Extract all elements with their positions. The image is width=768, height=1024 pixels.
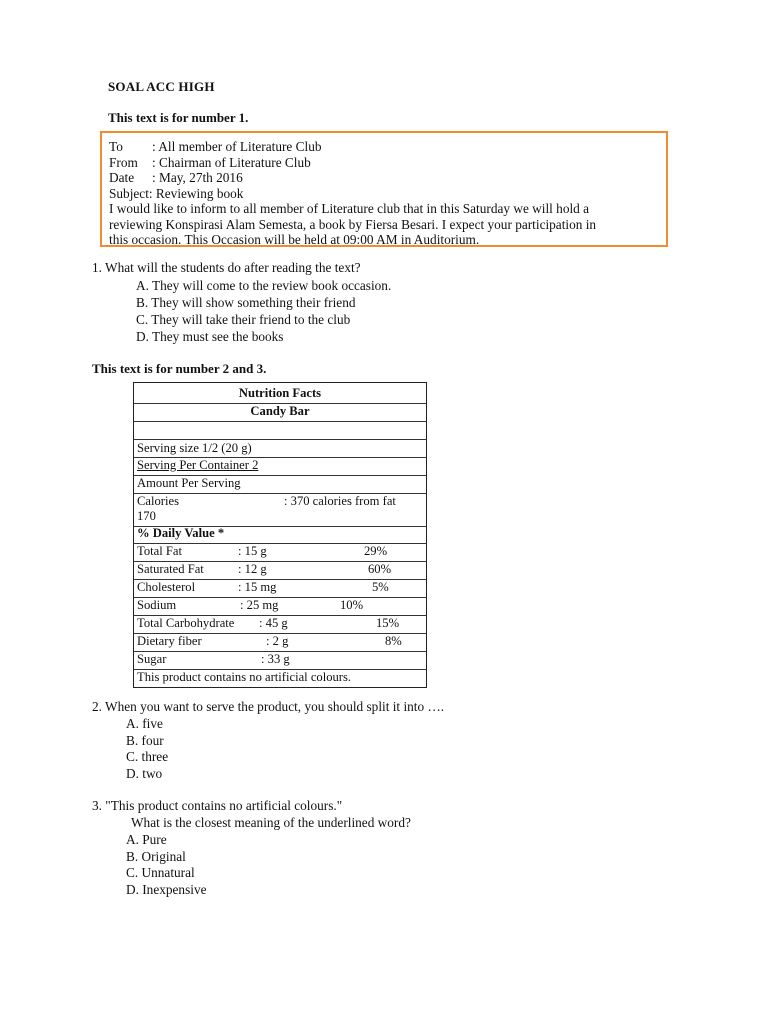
page-title: SOAL ACC HIGH [108,79,215,94]
memo-from-value: : Chairman of Literature Club [152,154,311,170]
nf-calories-row [134,493,426,527]
q1-option-d: D. They must see the books [136,329,284,344]
nf-amount-per-serving: Amount Per Serving [137,476,241,490]
nf-nutrient-name: Total Carbohydrate [137,616,235,630]
nf-product: Candy Bar [250,404,310,418]
nf-serving-container-row [134,457,426,476]
nf-nutrient-amount: : 25 mg [240,598,279,612]
memo-body-line: I would like to inform to all member of Literature club that in this Saturday we will hold a [109,201,590,216]
memo-date-label: Date [109,170,135,185]
q2-question: 2. When you want to serve the product, you should split it into …. [92,699,445,714]
nf-nutrient-name: Cholesterol [137,580,196,594]
memo-date [109,170,660,186]
nf-serving-size-row [134,439,426,458]
nf-nutrient-row [134,561,426,580]
memo-to-label: To [109,139,123,154]
memo-body-line: reviewing Konspirasi Alam Semesta, a book by Fiersa Besari. I expect your participation in [109,216,597,232]
nf-nutrient-name: Sodium [137,598,177,612]
q1-option-a: A. They will come to the review book occasion. [136,278,392,293]
memo-from-label: From [109,154,138,170]
nf-nutrient-amount: : 15 mg [238,580,277,594]
nf-nutrient-amount: : 12 g [238,562,267,576]
nf-footer-row [134,669,426,687]
nf-nutrient-row [134,579,426,598]
memo-to-value: : All member of Literature Club [152,139,322,154]
q3-option-c: C. Unnatural [126,865,195,880]
q3-option-d: D. Inexpensive [126,882,207,897]
q1-option-c: C. They will take their friend to the club [136,312,351,327]
q3-quote: 3. "This product contains no artificial colours." [92,798,343,813]
nf-calories-label: Calories [137,494,179,508]
q3-option-b: B. Original [126,849,186,864]
q3-option-a: A. Pure [126,832,167,847]
q2-option-d: D. two [126,766,163,781]
nf-nutrient-row [134,543,426,562]
text1-heading: This text is for number 1. [108,110,249,125]
nf-nutrient-percent: 15% [376,616,400,630]
nf-calories-fat: 170 [137,509,156,523]
q1-question: 1. What will the students do after reading the text? [92,260,361,275]
nf-nutrient-amount: : 15 g [238,544,267,558]
nf-product-row [134,403,426,422]
nf-title-row [134,383,426,404]
memo-to [109,139,660,155]
nf-daily-value: % Daily Value * [137,526,225,540]
nf-nutrient-percent: 5% [372,580,389,594]
nf-nutrient-amount: : 2 g [266,634,289,648]
q2-option-a: A. five [126,716,163,731]
nf-serving-per-container: Serving Per Container 2 [137,458,259,472]
memo-box [100,131,668,247]
nf-nutrient-row [134,615,426,634]
nf-serving-size: Serving size 1/2 (20 g) [137,441,252,455]
q2-option-c: C. three [126,749,169,764]
memo-date-value: : May, 27th 2016 [152,170,243,185]
nf-nutrient-row [134,651,426,670]
q2-option-b: B. four [126,733,164,748]
nf-title: Nutrition Facts [238,386,322,400]
nf-nutrient-row [134,597,426,616]
nf-blank-row [134,421,426,440]
nf-nutrient-percent: 60% [368,562,392,576]
nf-footer: This product contains no artificial colours. [137,670,352,684]
nf-nutrient-row [134,633,426,652]
nf-nutrient-percent: 29% [364,544,388,558]
nf-nutrient-percent: 10% [340,598,364,612]
text2-heading: This text is for number 2 and 3. [92,361,267,376]
memo-subject: Subject: Reviewing book [109,185,244,201]
nf-nutrient-name: Total Fat [137,544,182,558]
nf-amount-row [134,475,426,494]
nf-daily-value-row [134,526,426,544]
nf-nutrient-name: Sugar [137,652,167,666]
nf-calories-value: : 370 calories from fat [284,494,396,508]
nf-nutrient-name: Saturated Fat [137,562,204,576]
memo-from [109,155,660,171]
nf-nutrient-name: Dietary fiber [137,634,202,648]
nf-nutrient-percent: 8% [385,634,402,648]
nf-nutrient-amount: : 45 g [259,616,288,630]
memo-body-line: this occasion. This Occasion will be held at 09:00 AM in Auditorium. [109,232,480,247]
q3-question: What is the closest meaning of the underlined word? [131,815,411,830]
q1-option-b: B. They will show something their friend [136,295,356,310]
nf-nutrient-amount: : 33 g [261,652,290,666]
nutrition-facts-table [133,382,427,688]
